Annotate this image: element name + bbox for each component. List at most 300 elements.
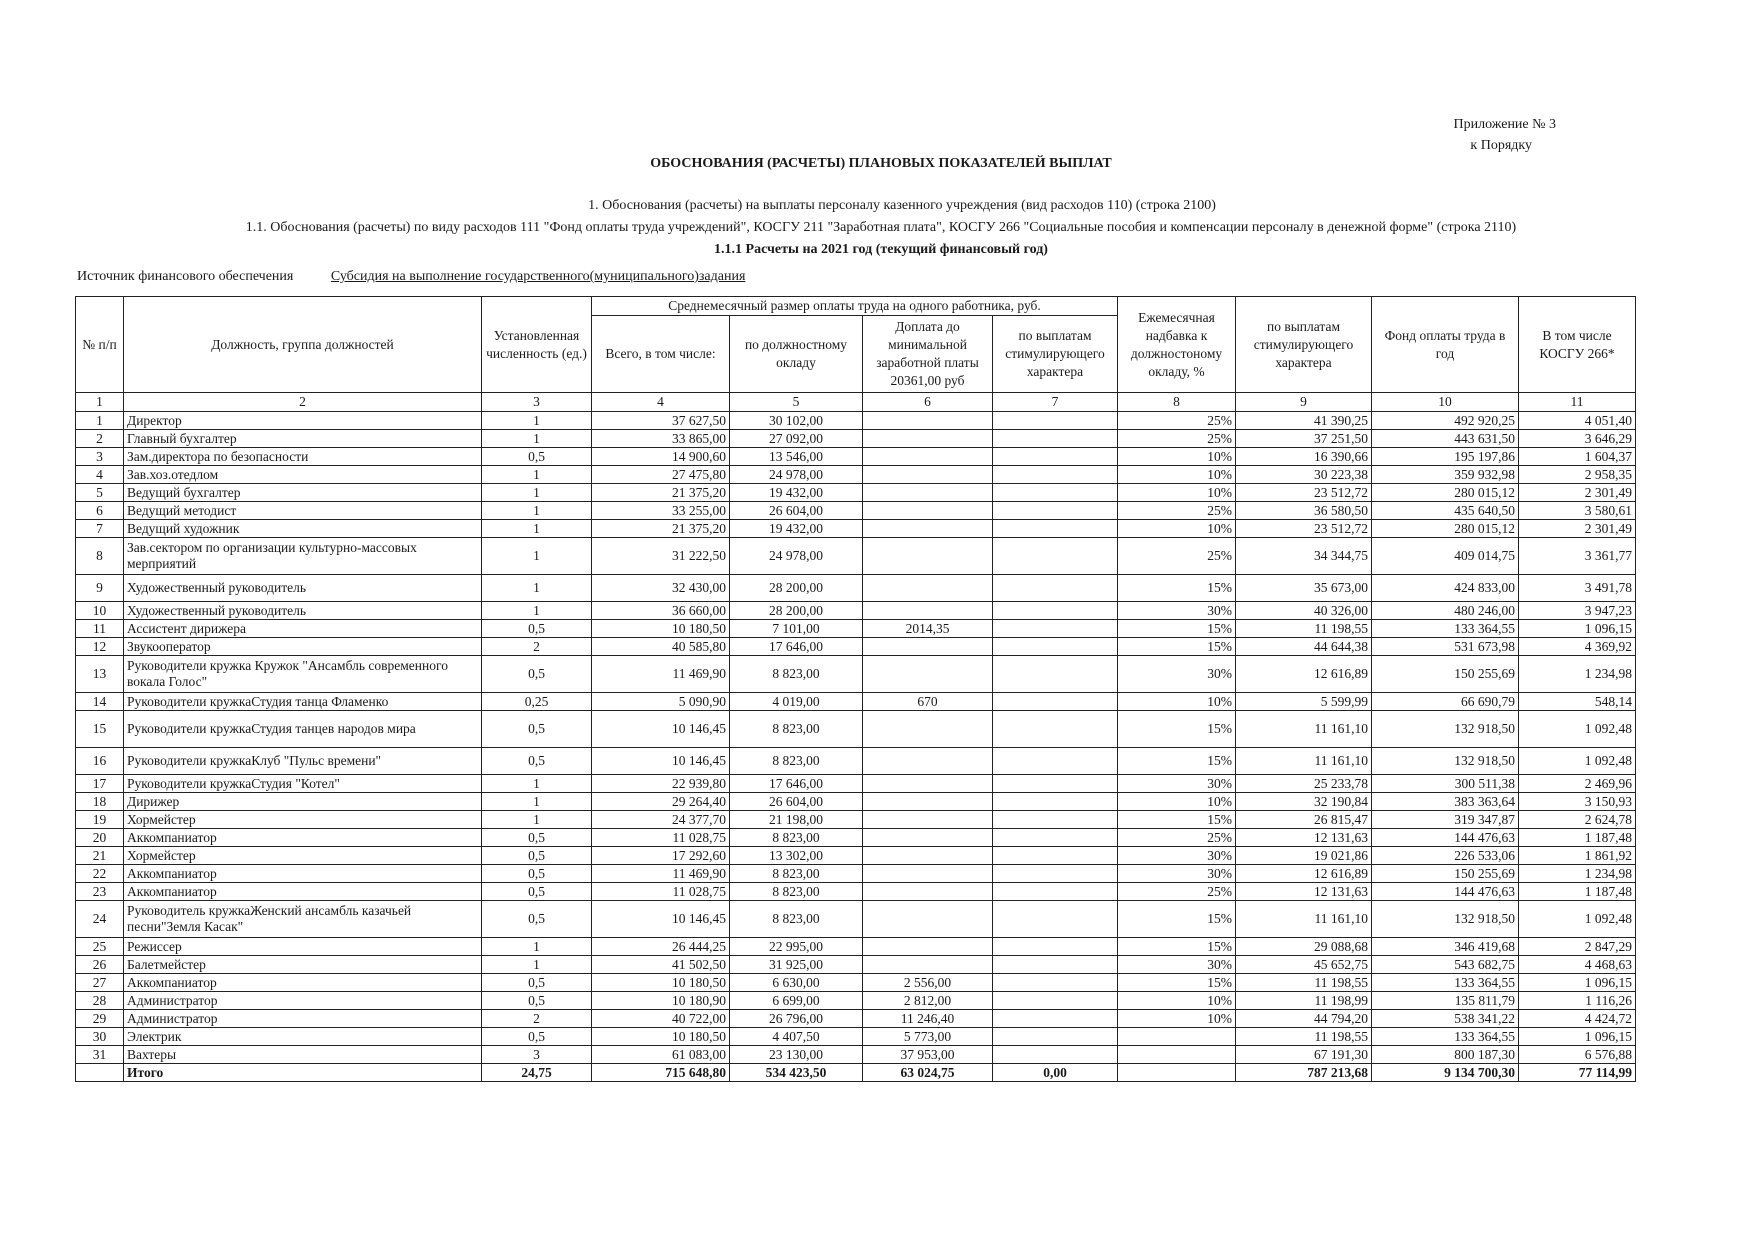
row-total: 17 292,60 [592,847,730,865]
row-incentive [993,448,1118,466]
table-body [76,412,1636,1064]
row-number: 20 [76,829,124,847]
row-kosgu: 4 369,92 [1519,638,1636,656]
row-fund: 280 015,12 [1372,520,1519,538]
column-number: 5 [730,393,863,412]
row-incentive-2: 11 198,55 [1236,1028,1372,1046]
row-salary: 13 302,00 [730,847,863,865]
row-number: 23 [76,883,124,901]
row-fund: 443 631,50 [1372,430,1519,448]
row-kosgu: 1 234,98 [1519,865,1636,883]
row-position: Художественный руководитель [124,602,482,620]
row-min-wage [863,575,993,602]
row-min-wage: 2 556,00 [863,974,993,992]
table-row [76,974,1636,992]
row-bonus-pct: 15% [1118,811,1236,829]
header-position: Должность, группа должностей [124,297,482,393]
row-staff: 2 [482,638,592,656]
table-row [76,520,1636,538]
row-bonus-pct: 30% [1118,956,1236,974]
row-number: 12 [76,638,124,656]
row-bonus-pct: 15% [1118,638,1236,656]
row-position: Главный бухгалтер [124,430,482,448]
table-row [76,1046,1636,1064]
row-incentive-2: 11 198,55 [1236,974,1372,992]
row-incentive-2: 11 198,55 [1236,620,1372,638]
row-total: 40 722,00 [592,1010,730,1028]
row-number: 11 [76,620,124,638]
row-total: 11 028,75 [592,829,730,847]
row-number: 25 [76,938,124,956]
row-incentive [993,484,1118,502]
table-row [76,693,1636,711]
row-position: Руководители кружкаСтудия "Котел" [124,775,482,793]
row-number: 4 [76,466,124,484]
row-bonus-pct: 10% [1118,693,1236,711]
table-row [76,847,1636,865]
row-incentive-2: 12 131,63 [1236,883,1372,901]
row-staff: 0,5 [482,847,592,865]
row-bonus-pct: 15% [1118,974,1236,992]
total-label: Итого [124,1064,482,1082]
row-min-wage [863,638,993,656]
row-total: 21 375,20 [592,520,730,538]
row-position: Администратор [124,1010,482,1028]
row-min-wage [863,811,993,829]
row-kosgu: 3 150,93 [1519,793,1636,811]
row-total: 10 180,50 [592,1028,730,1046]
row-min-wage [863,466,993,484]
row-total: 10 180,50 [592,620,730,638]
row-incentive-2: 12 616,89 [1236,656,1372,693]
row-staff: 1 [482,775,592,793]
row-fund: 135 811,79 [1372,992,1519,1010]
row-incentive [993,693,1118,711]
row-bonus-pct: 15% [1118,620,1236,638]
row-number: 6 [76,502,124,520]
row-salary: 26 796,00 [730,1010,863,1028]
row-incentive [993,430,1118,448]
row-kosgu: 2 958,35 [1519,466,1636,484]
row-kosgu: 1 092,48 [1519,711,1636,748]
row-min-wage: 670 [863,693,993,711]
row-salary: 24 978,00 [730,538,863,575]
row-min-wage: 37 953,00 [863,1046,993,1064]
row-salary: 31 925,00 [730,956,863,974]
row-total: 14 900,60 [592,448,730,466]
row-incentive [993,748,1118,775]
row-salary: 8 823,00 [730,711,863,748]
row-fund: 424 833,00 [1372,575,1519,602]
row-total: 41 502,50 [592,956,730,974]
header-incentive: по выплатам стимулирующего характера [993,316,1118,393]
row-salary: 28 200,00 [730,575,863,602]
row-kosgu: 4 468,63 [1519,956,1636,974]
row-staff: 0,5 [482,748,592,775]
funding-source [77,269,745,285]
row-fund: 435 640,50 [1372,502,1519,520]
column-number: 11 [1519,393,1636,412]
row-incentive [993,638,1118,656]
row-bonus-pct: 15% [1118,748,1236,775]
row-incentive [993,974,1118,992]
row-incentive [993,575,1118,602]
row-total: 10 180,90 [592,992,730,1010]
row-incentive [993,938,1118,956]
row-salary: 7 101,00 [730,620,863,638]
row-fund: 492 920,25 [1372,412,1519,430]
row-staff: 1 [482,502,592,520]
row-total: 36 660,00 [592,602,730,620]
row-total: 21 375,20 [592,484,730,502]
row-kosgu: 3 646,29 [1519,430,1636,448]
row-incentive-2: 16 390,66 [1236,448,1372,466]
row-position: Руководители кружка Кружок "Ансамбль современного вокала Голос" [124,656,482,693]
row-bonus-pct: 30% [1118,847,1236,865]
row-fund: 409 014,75 [1372,538,1519,575]
row-total: 26 444,25 [592,938,730,956]
row-fund: 300 511,38 [1372,775,1519,793]
row-number: 30 [76,1028,124,1046]
row-position: Зав.сектором по организации культурно-массовых мерприятий [124,538,482,575]
table-row [76,938,1636,956]
row-incentive-2: 12 616,89 [1236,865,1372,883]
row-number: 22 [76,865,124,883]
row-incentive-2: 67 191,30 [1236,1046,1372,1064]
row-salary: 26 604,00 [730,502,863,520]
row-bonus-pct: 10% [1118,1010,1236,1028]
row-total: 10 146,45 [592,748,730,775]
row-total: 29 264,40 [592,793,730,811]
table-row [76,901,1636,938]
row-fund: 226 533,06 [1372,847,1519,865]
row-min-wage [863,538,993,575]
row-number: 18 [76,793,124,811]
table-row [76,412,1636,430]
row-incentive [993,829,1118,847]
header-kosgu: В том числе КОСГУ 266* [1519,297,1636,393]
row-fund: 538 341,22 [1372,1010,1519,1028]
funding-source-value: Субсидия на выполнение государственного(муниципального)задания [330,269,746,284]
row-fund: 543 682,75 [1372,956,1519,974]
row-total: 27 475,80 [592,466,730,484]
row-salary: 4 019,00 [730,693,863,711]
row-total: 40 585,80 [592,638,730,656]
row-kosgu: 3 947,23 [1519,602,1636,620]
row-position: Аккомпаниатор [124,974,482,992]
row-staff: 1 [482,793,592,811]
row-fund: 280 015,12 [1372,484,1519,502]
row-bonus-pct: 15% [1118,901,1236,938]
header-salary: по должностному окладу [730,316,863,393]
row-min-wage [863,602,993,620]
column-number: 10 [1372,393,1519,412]
row-position: Ассистент дирижера [124,620,482,638]
row-kosgu: 1 096,15 [1519,1028,1636,1046]
row-staff: 1 [482,938,592,956]
table-row [76,638,1636,656]
row-staff: 1 [482,575,592,602]
row-staff: 1 [482,430,592,448]
row-salary: 24 978,00 [730,466,863,484]
row-total: 22 939,80 [592,775,730,793]
table-row [76,620,1636,638]
row-min-wage: 2 812,00 [863,992,993,1010]
row-salary: 4 407,50 [730,1028,863,1046]
row-position: Зам.директора по безопасности [124,448,482,466]
header-bonus-pct: Ежемесячная надбавка к должностоному окладу, % [1118,297,1236,393]
row-incentive [993,992,1118,1010]
header-total: Всего, в том числе: [592,316,730,393]
row-bonus-pct: 25% [1118,883,1236,901]
appendix-line-1: Приложение № 3 [1453,117,1556,132]
row-incentive-2: 45 652,75 [1236,956,1372,974]
row-fund: 133 364,55 [1372,620,1519,638]
row-staff: 0,5 [482,974,592,992]
table-row [76,602,1636,620]
row-salary: 30 102,00 [730,412,863,430]
row-bonus-pct: 30% [1118,865,1236,883]
row-incentive [993,466,1118,484]
row-min-wage [863,829,993,847]
header-fund: Фонд оплаты труда в год [1372,297,1519,393]
row-staff: 1 [482,466,592,484]
document-title: ОБОСНОВАНИЯ (РАСЧЕТЫ) ПЛАНОВЫХ ПОКАЗАТЕЛЕЙ ВЫПЛАТ [650,156,1112,171]
row-min-wage [863,520,993,538]
table-row [76,883,1636,901]
row-fund: 480 246,00 [1372,602,1519,620]
row-bonus-pct: 25% [1118,430,1236,448]
row-staff: 0,5 [482,883,592,901]
row-position: Балетмейстер [124,956,482,974]
total-incentive: 0,00 [993,1064,1118,1082]
row-incentive-2: 44 644,38 [1236,638,1372,656]
row-total: 24 377,70 [592,811,730,829]
row-position: Аккомпаниатор [124,865,482,883]
row-fund: 383 363,64 [1372,793,1519,811]
row-kosgu: 3 580,61 [1519,502,1636,520]
row-bonus-pct: 30% [1118,775,1236,793]
row-bonus-pct: 10% [1118,520,1236,538]
table-row [76,865,1636,883]
row-total: 32 430,00 [592,575,730,602]
row-incentive-2: 26 815,47 [1236,811,1372,829]
row-kosgu: 2 301,49 [1519,484,1636,502]
row-salary: 22 995,00 [730,938,863,956]
row-incentive [993,656,1118,693]
table-row [76,448,1636,466]
row-kosgu: 2 469,96 [1519,775,1636,793]
header-avg-group: Среднемесячный размер оплаты труда на одного работника, руб. [592,297,1118,316]
row-bonus-pct: 25% [1118,502,1236,520]
row-incentive-2: 36 580,50 [1236,502,1372,520]
row-position: Вахтеры [124,1046,482,1064]
row-fund: 144 476,63 [1372,883,1519,901]
row-staff: 1 [482,412,592,430]
row-incentive [993,711,1118,748]
header-num: № п/п [76,297,124,393]
row-bonus-pct: 30% [1118,602,1236,620]
table-row [76,775,1636,793]
row-incentive [993,602,1118,620]
row-position: Аккомпаниатор [124,829,482,847]
row-fund: 531 673,98 [1372,638,1519,656]
row-min-wage [863,901,993,938]
row-kosgu: 1 092,48 [1519,901,1636,938]
row-staff: 0,5 [482,620,592,638]
row-number: 14 [76,693,124,711]
row-position: Дирижер [124,793,482,811]
row-kosgu: 4 424,72 [1519,1010,1636,1028]
row-kosgu: 1 234,98 [1519,656,1636,693]
column-number: 4 [592,393,730,412]
row-position: Электрик [124,1028,482,1046]
row-position: Администратор [124,992,482,1010]
row-salary: 6 630,00 [730,974,863,992]
row-position: Руководители кружкаСтудия танца Фламенко [124,693,482,711]
row-total: 5 090,90 [592,693,730,711]
table-row [76,656,1636,693]
row-kosgu: 3 361,77 [1519,538,1636,575]
row-number: 3 [76,448,124,466]
row-incentive-2: 12 131,63 [1236,829,1372,847]
row-number: 24 [76,901,124,938]
row-salary: 8 823,00 [730,865,863,883]
column-numbers-row [76,393,1636,412]
row-fund: 359 932,98 [1372,466,1519,484]
row-min-wage [863,793,993,811]
table-row [76,575,1636,602]
row-total: 11 028,75 [592,883,730,901]
total-cell-num [76,1064,124,1082]
row-incentive-2: 23 512,72 [1236,484,1372,502]
row-incentive-2: 19 021,86 [1236,847,1372,865]
row-number: 13 [76,656,124,693]
total-total: 715 648,80 [592,1064,730,1082]
row-staff: 0,5 [482,448,592,466]
table-row [76,484,1636,502]
row-number: 31 [76,1046,124,1064]
row-fund: 800 187,30 [1372,1046,1519,1064]
row-min-wage [863,448,993,466]
row-total: 11 469,90 [592,865,730,883]
row-number: 21 [76,847,124,865]
column-number: 8 [1118,393,1236,412]
row-kosgu: 1 096,15 [1519,974,1636,992]
row-position: Руководители кружкаКлуб "Пульс времени" [124,748,482,775]
table-row [76,992,1636,1010]
row-position: Директор [124,412,482,430]
row-incentive [993,883,1118,901]
row-salary: 17 646,00 [730,775,863,793]
row-fund: 132 918,50 [1372,748,1519,775]
row-kosgu: 1 861,92 [1519,847,1636,865]
total-incentive-2: 787 213,68 [1236,1064,1372,1082]
row-bonus-pct: 30% [1118,656,1236,693]
row-salary: 13 546,00 [730,448,863,466]
row-staff: 0,5 [482,992,592,1010]
row-position: Ведущий бухгалтер [124,484,482,502]
row-salary: 8 823,00 [730,829,863,847]
row-fund: 319 347,87 [1372,811,1519,829]
total-row [76,1064,1636,1082]
row-fund: 133 364,55 [1372,974,1519,992]
row-number: 27 [76,974,124,992]
row-incentive-2: 23 512,72 [1236,520,1372,538]
row-number: 10 [76,602,124,620]
row-fund: 346 419,68 [1372,938,1519,956]
row-staff: 1 [482,484,592,502]
row-position: Зав.хоз.отедлом [124,466,482,484]
row-min-wage [863,748,993,775]
row-min-wage [863,938,993,956]
table-row [76,1028,1636,1046]
row-incentive [993,793,1118,811]
row-incentive [993,502,1118,520]
row-number: 7 [76,520,124,538]
row-salary: 17 646,00 [730,638,863,656]
row-staff: 0,5 [482,865,592,883]
column-number: 1 [76,393,124,412]
row-incentive-2: 11 161,10 [1236,901,1372,938]
row-total: 61 083,00 [592,1046,730,1064]
section-heading-1-1-1: 1.1.1 Расчеты на 2021 год (текущий финансовый год) [714,242,1048,257]
row-incentive [993,847,1118,865]
header-incentive-2: по выплатам стимулирующего характера [1236,297,1372,393]
table-row [76,711,1636,748]
row-salary: 8 823,00 [730,656,863,693]
row-incentive [993,1010,1118,1028]
row-incentive-2: 35 673,00 [1236,575,1372,602]
row-total: 10 146,45 [592,711,730,748]
table-row [76,748,1636,775]
table-row [76,466,1636,484]
row-incentive-2: 40 326,00 [1236,602,1372,620]
row-number: 15 [76,711,124,748]
row-bonus-pct: 15% [1118,575,1236,602]
total-salary: 534 423,50 [730,1064,863,1082]
row-staff: 1 [482,602,592,620]
row-bonus-pct: 25% [1118,829,1236,847]
row-min-wage: 11 246,40 [863,1010,993,1028]
total-staff: 24,75 [482,1064,592,1082]
column-number: 3 [482,393,592,412]
table-row [76,811,1636,829]
row-salary: 19 432,00 [730,520,863,538]
row-staff: 0,5 [482,711,592,748]
row-position: Ведущий методист [124,502,482,520]
row-fund: 132 918,50 [1372,901,1519,938]
row-number: 19 [76,811,124,829]
row-kosgu: 4 051,40 [1519,412,1636,430]
total-fund: 9 134 700,30 [1372,1064,1519,1082]
row-number: 29 [76,1010,124,1028]
column-number: 9 [1236,393,1372,412]
row-staff: 0,5 [482,1028,592,1046]
row-fund: 144 476,63 [1372,829,1519,847]
row-total: 33 255,00 [592,502,730,520]
row-salary: 6 699,00 [730,992,863,1010]
row-fund: 150 255,69 [1372,656,1519,693]
table-row [76,956,1636,974]
row-staff: 0,5 [482,901,592,938]
table-row [76,829,1636,847]
row-number: 8 [76,538,124,575]
row-fund: 150 255,69 [1372,865,1519,883]
row-staff: 1 [482,520,592,538]
total-min-wage: 63 024,75 [863,1064,993,1082]
row-fund: 66 690,79 [1372,693,1519,711]
